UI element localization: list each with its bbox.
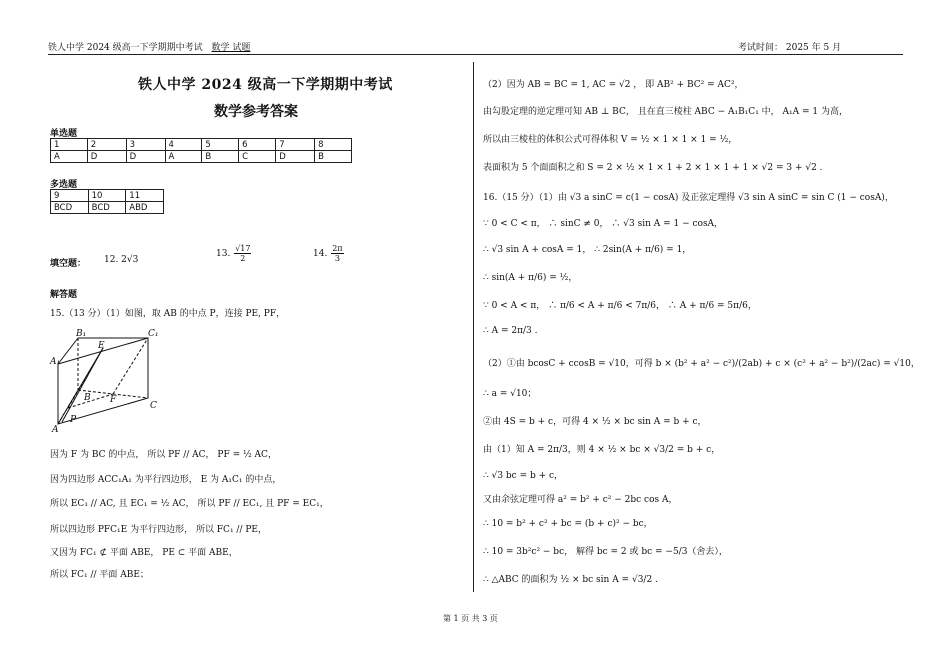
prism-figure	[48, 326, 168, 434]
cell: 8	[315, 139, 352, 151]
label-F: F	[110, 395, 117, 405]
multi-choice-answers	[51, 202, 164, 214]
r-line-2: 由勾股定理的逆定理可知 AB ⊥ BC， 且在直三棱柱 ABC − A₁B₁C₁ 中， A₁A = 1 为高，	[483, 107, 848, 117]
column-divider	[473, 62, 474, 592]
r-line-9: ∵ 0 < A < π， ∴ π/6 < A + π/6 < 7π/6， ∴ A + π/6 = 5π/6，	[483, 301, 757, 311]
r-line-13: ②由 4S = b + c，可得 4 × ½ × bc sin A = b + c，	[483, 417, 707, 427]
r-line-7: ∴ √3 sin A + cosA = 1， ∴ 2sin(A + π/6) = 1，	[483, 245, 692, 255]
cell: 3	[126, 139, 165, 151]
header-exam-name: 铁人中学 2024 级高一下学期期中考试	[48, 43, 203, 53]
label-C1: C₁	[148, 329, 159, 339]
single-choice-label: 单选题	[50, 129, 78, 139]
q15-line-1: 15.（13 分）（1）如图，取 AB 的中点 P，连接 PE, PF，	[50, 309, 286, 319]
multi-choice-label: 多选题	[50, 180, 78, 190]
label-P: P	[70, 415, 77, 425]
label-A: A	[52, 425, 59, 434]
q15-line-5: 所以四边形 PFC₁E 为平行四边形， 所以 FC₁ // PE，	[50, 525, 267, 535]
cell: 6	[239, 139, 276, 151]
doc-subtitle: 数学参考答案	[214, 104, 298, 120]
fill-q12: 12. 2√3	[104, 255, 139, 265]
label-C: C	[150, 401, 157, 411]
r-line-14: 由（1）知 A = 2π/3，则 4 × ½ × bc × √3/2 = b + c，	[483, 445, 721, 455]
prism-edge	[58, 338, 78, 364]
r-line-11: （2）①由 bcosC + ccosB = √10，可得 b × (b² + a² − c²)/(2ab) + c × (c² + a² − b²)/(2ac) = √10，	[483, 359, 920, 369]
q15-line-7: 所以 FC₁ // 平面 ABE；	[50, 570, 149, 580]
r-line-15: ∴ √3 bc = b + c，	[483, 471, 564, 481]
multi-choice-table	[50, 189, 164, 214]
q15-line-6: 又因为 FC₁ ⊄ 平面 ABE， PE ⊂ 平面 ABE，	[50, 548, 238, 558]
cell: BCD	[51, 202, 89, 214]
r-line-19: ∴ △ABC 的面积为 ½ × bc sin A = √3/2 .	[483, 575, 658, 585]
cell: D	[126, 151, 165, 163]
q15-line-3: 因为四边形 ACC₁A₁ 为平行四边形， E 为 A₁C₁ 的中点，	[50, 475, 282, 485]
header-right: 考试时间： 2025 年 5 月	[738, 43, 842, 53]
fill-q13: 13. $\frac{√17}{2}$	[216, 244, 251, 263]
r-line-18: ∴ 10 = 3b²c² − bc， 解得 bc = 2 或 bc = −5/3（舍去），	[483, 547, 728, 557]
single-choice-numbers	[51, 139, 352, 151]
fill-q14: 14. $\frac{2\pi}{3}$	[313, 244, 343, 263]
solve-label: 解答题	[50, 290, 78, 300]
cell: B	[202, 151, 239, 163]
cell: D	[87, 151, 126, 163]
cell: B	[315, 151, 352, 163]
cell: BCD	[88, 202, 126, 214]
r-line-6: ∵ 0 < C < π， ∴ sinC ≠ 0， ∴ √3 sin A = 1 − cosA，	[483, 219, 724, 229]
cell: 7	[276, 139, 315, 151]
cell: ABD	[126, 202, 164, 214]
doc-title: 铁人中学 2024 级高一下学期期中考试	[138, 77, 393, 93]
fill-label: 填空题：	[50, 259, 87, 269]
q15-line-4: 所以 EC₁ // AC, 且 EC₁ = ½ AC， 所以 PF // EC₁, 且 PF = EC₁，	[50, 499, 329, 509]
r-line-3: 所以由三棱柱的体积公式可得体积 V = ½ × 1 × 1 × 1 = ½，	[483, 135, 738, 145]
cell: C	[239, 151, 276, 163]
cell: 11	[126, 190, 164, 202]
cell: 9	[51, 190, 89, 202]
r-line-5: 16.（15 分）（1）由 √3 a sinC = c(1 − cosA) 及正弦定理得 √3 sin A sinC = sin C (1 − cosA)，	[483, 193, 894, 203]
q15-line-2: 因为 F 为 BC 的中点， 所以 PF // AC， PF = ½ AC，	[50, 450, 277, 460]
cell: 4	[165, 139, 202, 151]
r-line-8: ∴ sin(A + π/6) = ½，	[483, 273, 578, 283]
single-choice-answers	[51, 151, 352, 163]
cell: 5	[202, 139, 239, 151]
cell: D	[276, 151, 315, 163]
r-line-1: （2）因为 AB = BC = 1, AC = √2 ， 即 AB² + BC² = AC²，	[483, 80, 744, 90]
cell: A	[165, 151, 202, 163]
label-B: B	[84, 393, 91, 403]
header-rule	[48, 54, 903, 55]
r-line-17: ∴ 10 = b² + c² + bc = (b + c)² − bc，	[483, 519, 653, 529]
header-subject: 数学 试题	[211, 43, 251, 53]
r-line-10: ∴ A = 2π/3 .	[483, 326, 538, 336]
label-B1: B₁	[76, 329, 87, 339]
label-A1: A₁	[50, 357, 61, 367]
cell: 1	[51, 139, 88, 151]
label-E: E	[98, 341, 105, 351]
cell: 2	[87, 139, 126, 151]
r-line-16: 又由余弦定理可得 a² = b² + c² − 2bc cos A，	[483, 495, 678, 505]
page-footer: 第 1 页 共 3 页	[443, 614, 498, 623]
cell: A	[51, 151, 88, 163]
single-choice-table	[50, 138, 352, 163]
cell: 10	[88, 190, 126, 202]
header-left	[48, 40, 250, 53]
r-line-12: ∴ a = √10；	[483, 389, 537, 399]
multi-choice-numbers	[51, 190, 164, 202]
r-line-4: 表面积为 5 个面面积之和 S = 2 × ½ × 1 × 1 + 2 × 1 × 1 + 1 × √2 = 3 + √2 .	[483, 163, 823, 173]
